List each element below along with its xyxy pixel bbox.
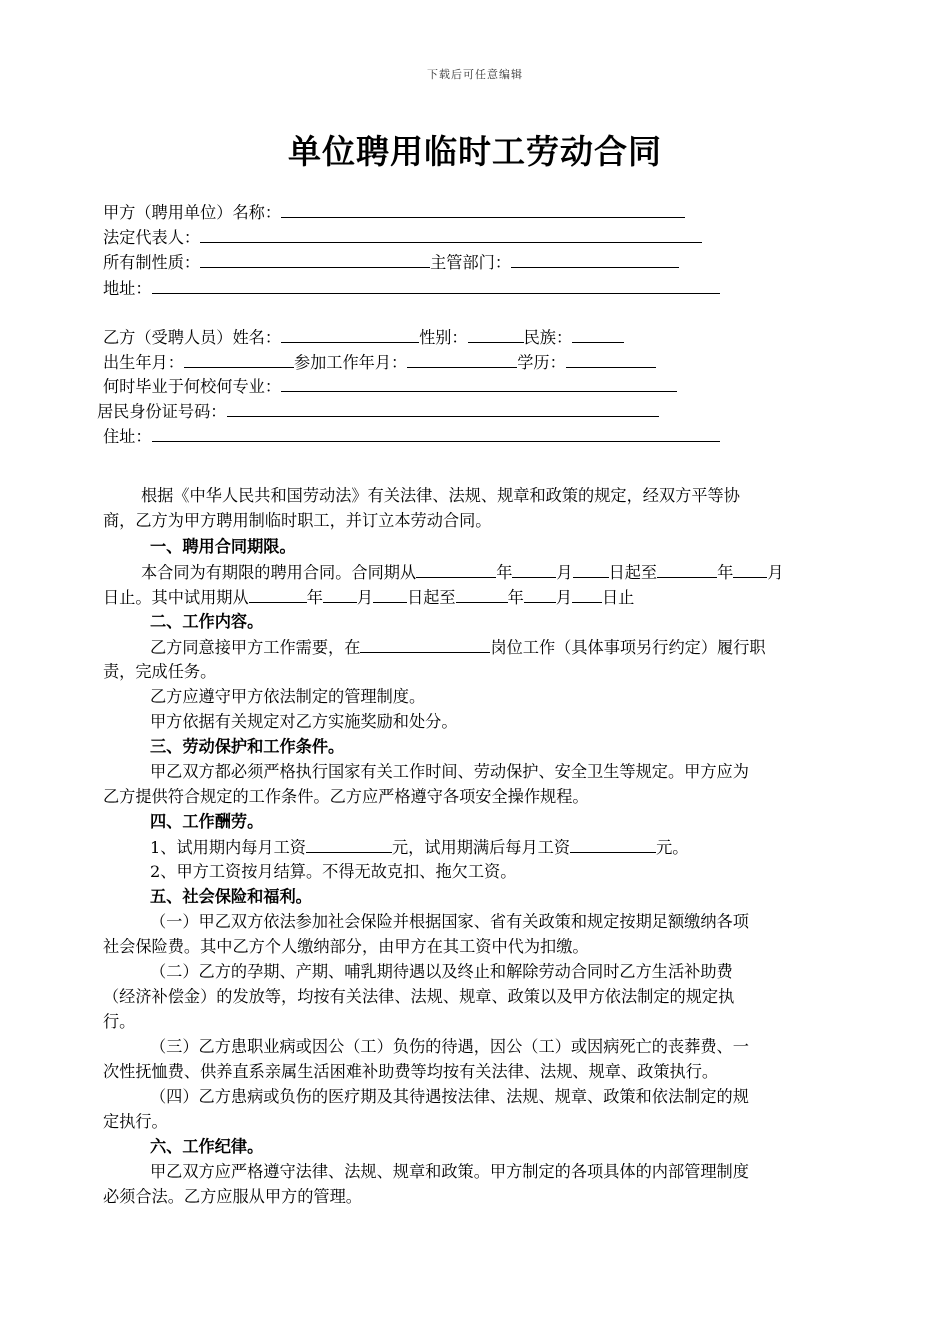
contract-start-month-field[interactable] xyxy=(512,560,556,578)
contract-title: 单位聘用临时工劳动合同 xyxy=(288,132,662,171)
party-b-birth-row xyxy=(103,350,656,375)
party-a-ownership-label: 所有制性质： xyxy=(103,253,201,272)
party-b-id-field[interactable] xyxy=(227,399,659,417)
section-1-line-2 xyxy=(103,585,634,610)
year-label: 年 xyxy=(306,588,323,607)
s4-text: 元。 xyxy=(656,838,689,857)
probation-end-month-field[interactable] xyxy=(524,585,556,603)
party-b-residence-row xyxy=(103,424,720,449)
section-2-line-3: 乙方应遵守甲方依法制定的管理制度。 xyxy=(150,687,426,706)
party-b-name-row xyxy=(103,325,624,350)
section-1-line-1 xyxy=(141,560,784,585)
month-label: 月 xyxy=(556,563,573,582)
party-b-education-label: 学历： xyxy=(517,353,566,372)
party-b-birth-field[interactable] xyxy=(184,350,294,368)
probation-end-day-field[interactable] xyxy=(572,585,602,603)
s1-text: 本合同为有期限的聘用合同。合同期从 xyxy=(141,563,417,582)
probation-start-year-field[interactable] xyxy=(249,585,307,603)
section-3-heading: 三、劳动保护和工作条件。 xyxy=(150,737,345,756)
section-5-p1-line-2: 社会保险费。其中乙方个人缴纳部分，由甲方在其工资中代为扣缴。 xyxy=(103,937,589,956)
position-field[interactable] xyxy=(360,635,490,653)
section-4-heading: 四、工作酬劳。 xyxy=(150,812,264,831)
probation-start-month-field[interactable] xyxy=(323,585,357,603)
section-5-p1-line-1: （一）甲乙双方依法参加社会保险并根据国家、省有关政策和规定按期足额缴纳各项 xyxy=(150,912,749,931)
contract-start-year-field[interactable] xyxy=(416,560,496,578)
section-5-p2-line-3: 行。 xyxy=(103,1012,136,1031)
party-a-ownership-row xyxy=(103,250,679,275)
month-label: 月 xyxy=(767,563,784,582)
section-4-line-2: 2、甲方工资按月结算。不得无故克扣、拖欠工资。 xyxy=(150,862,517,881)
party-b-birth-label: 出生年月： xyxy=(103,353,184,372)
party-b-graduation-label: 何时毕业于何校何专业： xyxy=(103,377,282,396)
probation-end-year-field[interactable] xyxy=(456,585,508,603)
section-5-heading: 五、社会保险和福利。 xyxy=(150,887,312,906)
party-b-graduation-row xyxy=(103,374,677,399)
party-b-graduation-field[interactable] xyxy=(281,374,677,392)
s2-text: 岗位工作（具体事项另行约定）履行职 xyxy=(490,638,766,657)
party-a-rep-label: 法定代表人： xyxy=(103,228,201,247)
section-5-p4-line-1: （四）乙方患病或负伤的医疗期及其待遇按法律、法规、规章、政策和依法制定的规 xyxy=(150,1087,749,1106)
day-from-label: 日起至 xyxy=(608,563,658,582)
party-a-address-field[interactable] xyxy=(152,276,720,294)
party-a-rep-row xyxy=(103,225,702,250)
contract-end-year-field[interactable] xyxy=(657,560,717,578)
header-note: 下载后可任意编辑 xyxy=(427,68,523,81)
intro-line-1: 根据《中华人民共和国劳动法》有关法律、法规、规章和政策的规定，经双方平等协 xyxy=(141,486,740,505)
party-a-name-row xyxy=(103,200,685,225)
party-a-rep-field[interactable] xyxy=(200,225,702,243)
party-b-gender-field[interactable] xyxy=(468,325,524,343)
party-b-ethnic-field[interactable] xyxy=(572,325,624,343)
section-3-line-2: 乙方提供符合规定的工作条件。乙方应严格遵守各项安全操作规程。 xyxy=(103,787,589,806)
section-2-heading: 二、工作内容。 xyxy=(150,612,264,631)
contract-start-day-field[interactable] xyxy=(573,560,609,578)
party-b-name-label: 乙方（受聘人员）姓名： xyxy=(103,328,282,347)
regular-salary-field[interactable] xyxy=(570,835,656,853)
party-b-id-label: 居民身份证号码： xyxy=(97,402,227,421)
intro-line-2: 商，乙方为甲方聘用制临时职工，并订立本劳动合同。 xyxy=(103,511,492,530)
section-4-line-1 xyxy=(150,835,688,860)
party-a-dept-label: 主管部门： xyxy=(430,253,512,272)
section-6-heading: 六、工作纪律。 xyxy=(150,1137,264,1156)
day-from-label: 日起至 xyxy=(407,588,456,607)
party-a-name-label: 甲方（聘用单位）名称： xyxy=(103,203,282,222)
section-5-p3-line-1: （三）乙方患职业病或因公（工）负伤的待遇，因公（工）或因病死亡的丧葬费、一 xyxy=(150,1037,749,1056)
party-b-name-field[interactable] xyxy=(281,325,419,343)
s4-text: 1、试用期内每月工资 xyxy=(150,838,306,857)
party-a-ownership-field[interactable] xyxy=(200,250,430,268)
party-b-residence-label: 住址： xyxy=(103,427,152,446)
section-5-p2-line-1: （二）乙方的孕期、产期、哺乳期待遇以及终止和解除劳动合同时乙方生活补助费 xyxy=(150,962,733,981)
party-a-name-field[interactable] xyxy=(281,200,685,218)
party-b-work-start-label: 参加工作年月： xyxy=(293,353,408,372)
party-a-address-label: 地址： xyxy=(103,279,152,298)
probation-start-day-field[interactable] xyxy=(373,585,407,603)
party-b-residence-field[interactable] xyxy=(152,424,720,442)
section-3-line-1: 甲乙双方都必须严格执行国家有关工作时间、劳动保护、安全卫生等规定。甲方应为 xyxy=(150,762,749,781)
section-5-p4-line-2: 定执行。 xyxy=(103,1112,168,1131)
party-b-education-field[interactable] xyxy=(566,350,656,368)
section-6-line-1: 甲乙双方应严格遵守法律、法规、规章和政策。甲方制定的各项具体的内部管理制度 xyxy=(150,1162,749,1181)
section-5-p3-line-2: 次性抚恤费、供养直系亲属生活困难补助费等均按有关法律、法规、规章、政策执行。 xyxy=(103,1062,719,1081)
section-2-line-2: 责，完成任务。 xyxy=(103,662,217,681)
party-a-dept-field[interactable] xyxy=(511,250,679,268)
probation-salary-field[interactable] xyxy=(306,835,392,853)
day-end-label: 日止 xyxy=(602,588,635,607)
year-label: 年 xyxy=(507,588,524,607)
section-1-heading: 一、聘用合同期限。 xyxy=(150,537,296,556)
year-label: 年 xyxy=(717,563,734,582)
s2-text: 乙方同意接甲方工作需要，在 xyxy=(150,638,361,657)
party-a-address-row xyxy=(103,276,720,301)
section-6-line-2: 必须合法。乙方应服从甲方的管理。 xyxy=(103,1187,362,1206)
party-b-gender-label: 性别： xyxy=(419,328,468,347)
party-b-ethnic-label: 民族： xyxy=(523,328,573,347)
section-2-line-4: 甲方依据有关规定对乙方实施奖励和处分。 xyxy=(150,712,458,731)
section-5-p2-line-2: （经济补偿金）的发放等，均按有关法律、法规、规章、政策以及甲方依法制定的规定执 xyxy=(103,987,735,1006)
s1-text: 日止。其中试用期从 xyxy=(103,588,249,607)
party-b-work-start-field[interactable] xyxy=(407,350,517,368)
section-2-line-1 xyxy=(150,635,766,660)
year-label: 年 xyxy=(496,563,513,582)
party-b-id-row xyxy=(97,399,659,424)
month-label: 月 xyxy=(356,588,374,607)
s4-text: 元，试用期满后每月工资 xyxy=(392,838,571,857)
month-label: 月 xyxy=(555,588,572,607)
contract-end-month-field[interactable] xyxy=(733,560,767,578)
